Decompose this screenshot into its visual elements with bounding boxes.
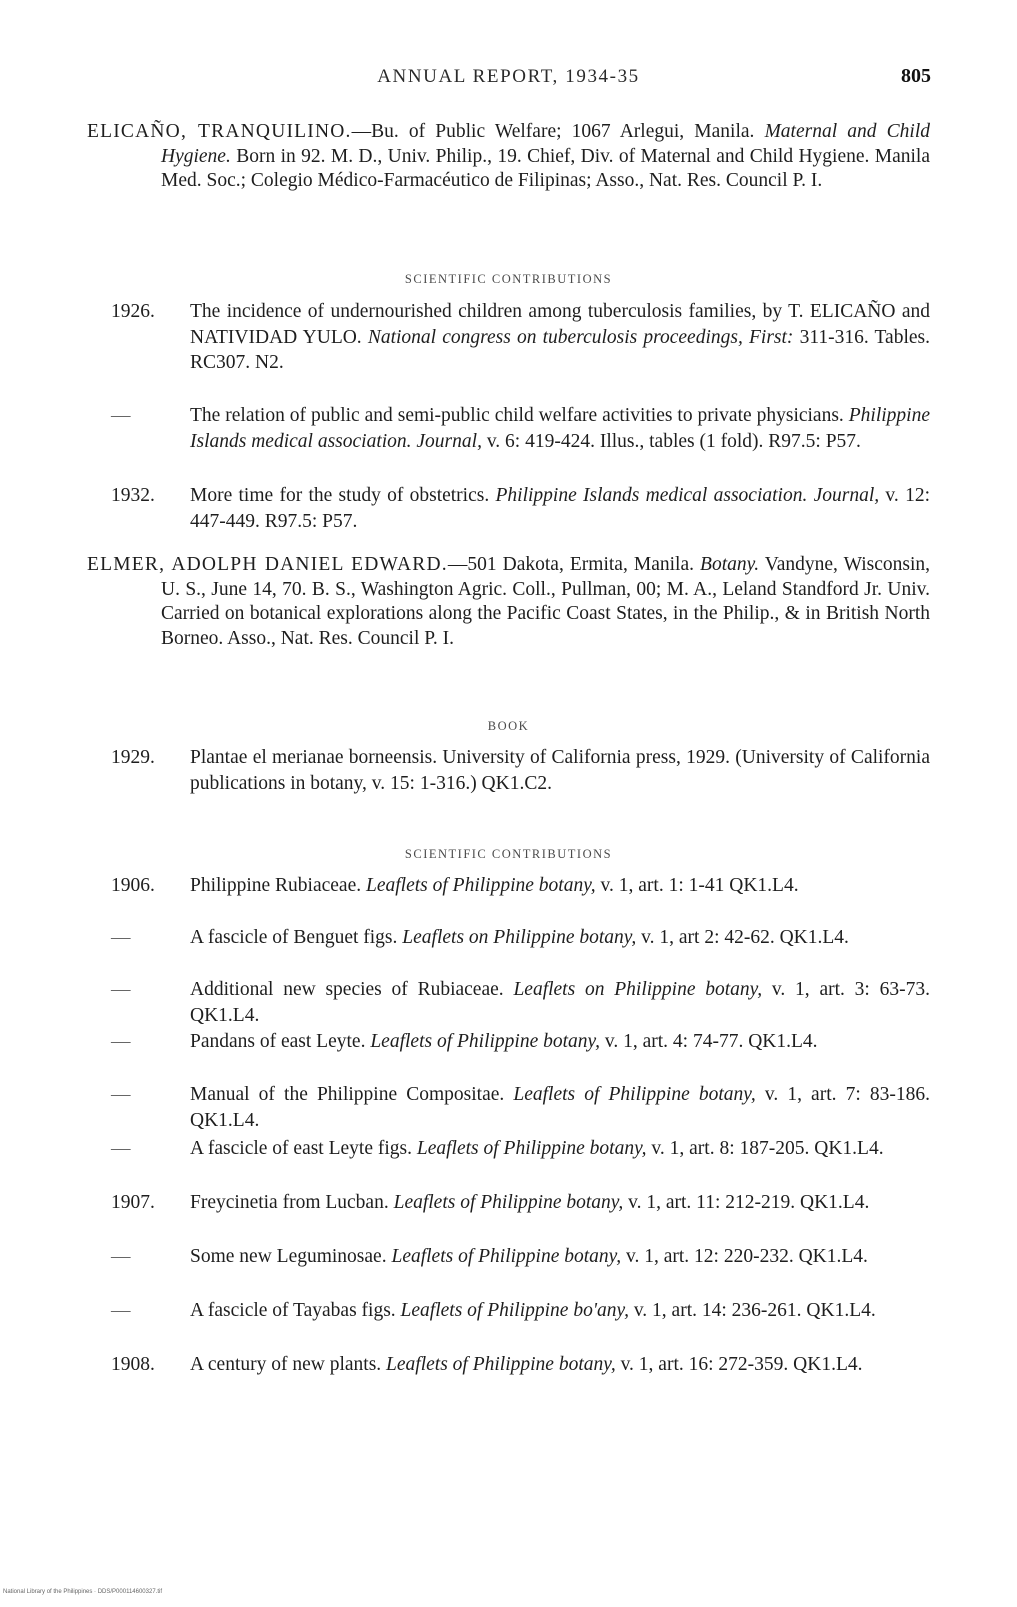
citation-year: — [111, 405, 131, 426]
citation-ref: v. 1, art. 3: 63-73. QK1.L4. [190, 979, 931, 1026]
citation-title: A fascicle of Benguet figs. [190, 927, 403, 948]
citation-year: — [111, 1300, 131, 1321]
citation-title: The relation of public and semi-public child welfare activities to private physicians. [190, 405, 849, 426]
citation-journal: Leaflets on Philippine botany, [513, 979, 763, 1000]
section-label: SCIENTIFIC CONTRIBUTIONS [404, 847, 613, 861]
citation-journal: Leaflets of Philippine botany, [370, 1031, 600, 1052]
entry-details: —501 Dakota, Ermita, Manila. [447, 554, 701, 575]
citation-year: — [111, 1084, 131, 1105]
citation-ref: v. 1, art 2: 42-62. QK1.L4. [636, 927, 849, 948]
running-title: ANNUAL REPORT, 1934-35 [377, 66, 640, 87]
entry-details-rest: Vandyne, Wisconsin, U. S., June 14, 70. B. S., Washington Agric. Coll., Pullman, 00; M. A., Leland Standford Jr. Univ. Carried on botanical explorations along the Pacific Coast States, in the Philip., & in British North Borneo. Asso., Nat. Res. Council P. I. [161, 554, 930, 650]
citation-year: 1932. [111, 485, 155, 506]
citation-journal: Leaflets of Philippine botany, [393, 1192, 624, 1213]
citation-journal: Leaflets of Philippine botany, [386, 1354, 616, 1375]
entry-name: ELICAÑO, TRANQUILINO. [87, 121, 352, 142]
citation-title: More time for the study of obstetrics. [190, 485, 496, 506]
citation-title: Plantae el merianae borneensis. University of California press, 1929. (University of California publications in botany, v. 15: 1-316.) QK1.C2. [190, 747, 930, 794]
running-head [0, 66, 1017, 96]
citation-ref: v. 1, art. 11: 212-219. QK1.L4. [623, 1192, 870, 1213]
citation [111, 1029, 930, 1055]
entry-elmer [87, 553, 930, 652]
citation-year: — [111, 1246, 131, 1267]
citation-year: — [111, 1031, 131, 1052]
citation [111, 1136, 930, 1162]
citation-journal: Leaflets of Philippine botany, [391, 1246, 622, 1267]
entry-details: —Bu. of Public Welfare; 1067 Arlegui, Manila. [351, 121, 765, 142]
citation-year: — [111, 927, 131, 948]
citation-journal: Philippine Islands medical association. Journal, [495, 485, 880, 506]
entry-elicano [87, 120, 930, 194]
citation-ref: v. 1, art. 14: 236-261. QK1.L4. [628, 1300, 876, 1321]
citation-journal: Leaflets of Philippine botany, [416, 1138, 647, 1159]
citation-year: — [111, 1138, 131, 1159]
citation-title: A fascicle of east Leyte figs. [190, 1138, 417, 1159]
citation-title: Additional new species of Rubiaceae. [190, 979, 514, 1000]
citation-ref: v. 6: 419-424. Illus., tables (1 fold). R97.5: P57. [481, 430, 861, 452]
section-label: SCIENTIFIC CONTRIBUTIONS [404, 272, 613, 286]
citation [111, 1244, 930, 1270]
citation [111, 1190, 930, 1216]
citation-year: 1926. [111, 301, 155, 322]
citation [111, 1082, 930, 1133]
citation-year: 1906. [111, 875, 155, 896]
citation [111, 1352, 930, 1378]
citation-ref: v. 1, art. 1: 1-41 QK1.L4. [595, 875, 799, 896]
entry-details-rest: Born in 92. M. D., Univ. Philip., 19. Chief, Div. of Maternal and Child Hygiene. Manila Med. Soc.; Colegio Médico-Farmacéutico de Filipinas; Asso., Nat. Res. Council P. I. [161, 145, 930, 192]
entry-field: Botany. [700, 554, 760, 575]
citation-journal: Leaflets of Philippine botany, [513, 1084, 756, 1105]
citation [111, 745, 930, 796]
citation [111, 925, 930, 951]
citation [111, 873, 930, 899]
citation-journal: Philippine Islands medical association. Journal, [190, 405, 930, 452]
citation-title: A century of new plants. [190, 1354, 387, 1375]
citation-ref: v. 1, art. 16: 272-359. QK1.L4. [615, 1354, 863, 1375]
entry-name: ELMER, ADOLPH DANIEL EDWARD. [87, 554, 448, 575]
citation-title: Philippine Rubiaceae. [190, 875, 366, 896]
citation [111, 403, 930, 454]
citation-journal: Leaflets on Philippine botany, [402, 927, 637, 948]
citation-year: 1929. [111, 747, 155, 768]
citation-year: 1908. [111, 1354, 155, 1375]
citation [111, 299, 930, 376]
citation-year: — [111, 979, 131, 1000]
citation-year: 1907. [111, 1192, 155, 1213]
citation-ref: v. 1, art. 7: 83-186. QK1.L4. [190, 1084, 931, 1131]
citation-journal: Leaflets of Philippine botany, [366, 875, 596, 896]
citation-title: A fascicle of Tayabas figs. [190, 1300, 401, 1321]
citation-title: The incidence of undernourished children among tuberculosis families, by T. ELICAÑO and NATIVIDAD YULO. [190, 301, 930, 348]
citation [111, 1298, 930, 1324]
citation-title: Freycinetia from Lucban. [190, 1192, 394, 1213]
citation-ref: v. 1, art. 12: 220-232. QK1.L4. [621, 1246, 868, 1267]
citation [111, 483, 930, 534]
citation-journal: Leaflets of Philippine bo'any, [400, 1300, 629, 1321]
section-label: BOOK [487, 719, 530, 733]
citation-ref: 311-316. Tables. RC307. N2. [190, 326, 930, 373]
citation [111, 977, 930, 1028]
entry-field: Maternal and Child Hygiene. [161, 121, 931, 167]
citation-ref: v. 1, art. 4: 74-77. QK1.L4. [599, 1031, 818, 1052]
citation-title: Manual of the Philippine Compositae. [190, 1084, 514, 1105]
page-number: 805 [901, 65, 931, 87]
citation-ref: v. 1, art. 8: 187-205. QK1.L4. [646, 1138, 884, 1159]
scan-footer: National Library of the Philippines · DDS/P000114600327.tif [3, 1589, 162, 1595]
citation-title: Some new Leguminosae. [190, 1246, 392, 1267]
citation-ref: v. 12: 447-449. R97.5: P57. [190, 485, 930, 532]
citation-journal: National congress on tuberculosis proceedings, First: [367, 326, 794, 348]
citation-title: Pandans of east Leyte. [190, 1031, 371, 1052]
